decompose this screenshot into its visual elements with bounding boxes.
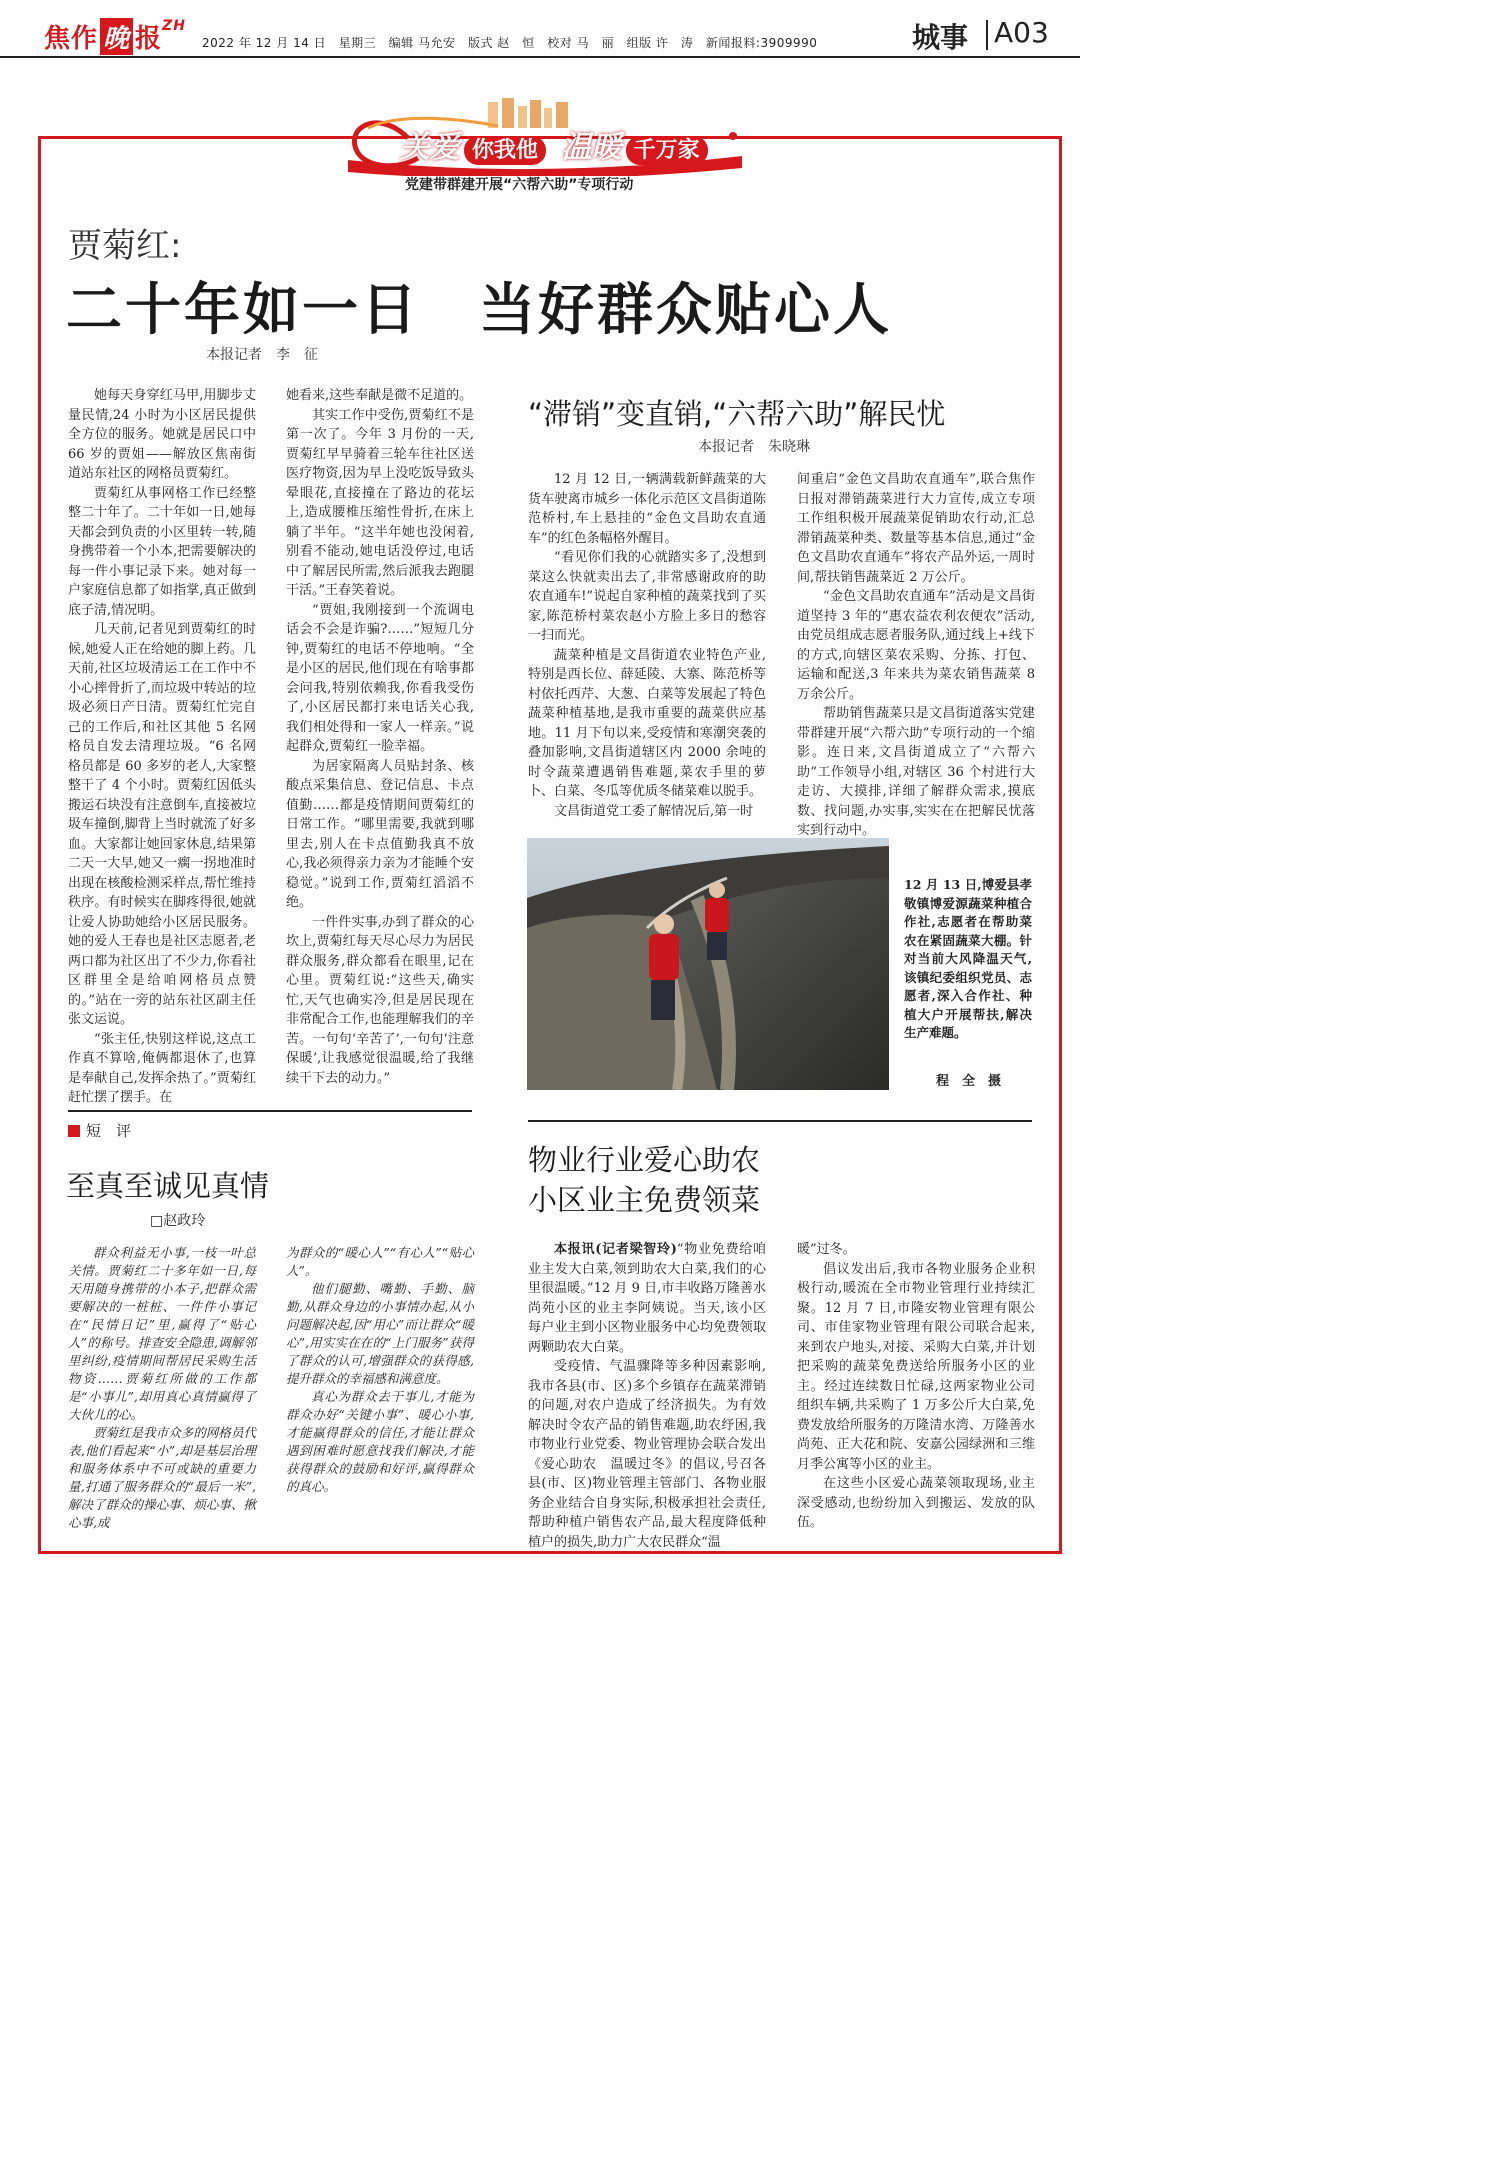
- paragraph: 她每天身穿红马甲,用脚步丈量民情,24 小时为小区居民提供全方位的服务。她就是居民口中 66 岁的贾姐——解放区焦南街道站东社区的网格员贾菊红。: [68, 388, 256, 481]
- paragraph: 帮助销售蔬菜只是文昌街道落实党建带群建开展“六帮六助”专项行动的一个缩影。连日来,文昌街道成立了“六帮六助”工作领导小组,对辖区 36 个村进行大走访、大摸排,详细了解群众需求,摸底数、找问题,办实事,实实在在把解民忧落实到行动中。: [797, 706, 1035, 838]
- greenhouse-volunteers-photo: [527, 838, 889, 1090]
- main-story-headline: 二十年如一日 当好群众贴心人: [66, 278, 892, 343]
- story-three-col1: [528, 1240, 766, 1552]
- paragraph: “贾姐,我刚接到一个流调电话会不会是诈骗?……”短短几分钟,贾菊红的电话不停地响。“全是小区的居民,他们现在有啥事都会问我,特别依赖我,你看我受伤了,小区居民都打来电话关心我,我们相处得和一家人一样亲。”说起群众,贾菊红一脸幸福。: [286, 602, 474, 754]
- photo-caption: 12 月 13 日,博爱县孝敬镇博爱源蔬菜种植合作社,志愿者在帮助菜农在紧固蔬菜大棚。针对当前大风降温天气,该镇纪委组织党员、志愿者,深入合作社、种植大户开展帮扶,解决生产难题。: [904, 877, 1032, 1040]
- comment-tag: [68, 1120, 131, 1141]
- paragraph: 暖”过冬。: [797, 1242, 856, 1257]
- header-divider: [986, 20, 988, 50]
- banner-word-care: 关爱: [400, 130, 460, 165]
- paragraph: 贾菊红是我市众多的网格员代表,他们看起来“小”,却是基层治理和服务体系中不可或缺的重要力量,打通了服务群众的“最后一米”,解决了群众的操心事、烦心事、揪心事,成: [68, 1425, 256, 1530]
- banner-word-warmth: 温暖: [561, 130, 622, 165]
- comment-tag-label: 短 评: [86, 1122, 132, 1140]
- tag-square-icon: [68, 1125, 80, 1137]
- paragraph-text: “物业免费给咱业主发大白菜,领到助农大白菜,我们的心里很温暖。”12 月 9 日,市丰收路万隆善水尚苑小区的业主李阿姨说。当天,该小区每户业主到小区物业服务中心均免费领取两颗助农大白菜。: [528, 1242, 766, 1355]
- paragraph: 间重启“金色文昌助农直通车”,联合焦作日报对滞销蔬菜进行大力宣传,成立专项工作组积极开展蔬菜促销助农行动,汇总滞销蔬菜种类、数量等基本信息,通过“金色文昌助农直通车”将农产品外运,一周时间,帮扶销售蔬菜近 2 万公斤。: [797, 472, 1035, 585]
- comment-col1: [68, 1244, 256, 1532]
- paragraph: 贾菊红从事网格工作已经整整二十年了。二十年如一日,她每天都会到负责的小区里转一转,随身携带着一个小本,把需要解决的每一件小事记录下来。她对每一户家庭信息都了如指掌,真正做到底子清,情况明。: [68, 485, 256, 618]
- paragraph: 其实工作中受伤,贾菊红不是第一次了。今年 3 月份的一天,贾菊红早早骑着三轮车往社区送医疗物资,因为早上没吃饭导致头晕眼花,直接撞在了路边的花坛上,造成腰椎压缩性骨折,在床上躺了半年。“这半年她也没闲着,别看不能动,她电话没停过,电话中了解居民所需,然后派我去跑腿干活。”王春笑着说。: [286, 407, 474, 598]
- paragraph: 蔬菜种植是文昌街道农业特色产业,特别是西长位、薛延陵、大寨、陈范桥等村依托西芹、大葱、白菜等发展起了特色蔬菜种植基地,是我市重要的蔬菜供应基地。11 月下旬以来,受疫情和寒潮突袭的叠加影响,文昌街道辖区内 2000 余吨的时令蔬菜遭遇销售难题,菜农手里的萝卜、白菜、冬瓜等优质冬储菜难以脱手。: [528, 647, 766, 799]
- story-two-byline: 本报记者 朱晓琳: [698, 439, 810, 455]
- story-lead: 本报讯(记者梁智玲): [554, 1242, 677, 1257]
- banner-word-you-me: 你我他: [464, 136, 546, 165]
- main-story-byline: 本报记者 李 征: [206, 347, 318, 363]
- story-three-col2: [797, 1240, 1035, 1533]
- paragraph: 她看来,这些奉献是微不足道的。: [286, 388, 473, 403]
- comment-col2: [286, 1244, 474, 1496]
- banner-word-families: 千万家: [626, 136, 708, 165]
- section-name: 城事: [912, 21, 969, 54]
- logo-text-mid: 晚: [100, 18, 133, 55]
- paragraph: 群众利益无小事,一枝一叶总关情。贾菊红二十多年如一日,每天用随身携带的小本子,把群众需要解决的一桩桩、一件件小事记在“民情日记”里,赢得了“贴心人”的称号。排查安全隐患,调解邻里纠纷,疫情期间帮居民采购生活物资……贾菊红所做的工作都是“小事儿”,却用真心真情赢得了大伙儿的心。: [68, 1245, 256, 1422]
- photo-credit: 程 全 摄: [936, 1074, 1002, 1089]
- paragraph: 真心为群众去干事儿,才能为群众办好“关键小事”、暖心小事,才能赢得群众的信任,才能让群众遇到困难时愿意找我们解决,才能获得群众的鼓励和好评,赢得群众的真心。: [286, 1389, 474, 1494]
- campaign-subtitle: 党建带群建开展“六帮六助”专项行动: [405, 177, 634, 193]
- masthead-rule: [0, 56, 1080, 58]
- comment-author: □赵政玲: [150, 1213, 206, 1229]
- headline-line: 小区业主免费领菜: [528, 1183, 761, 1217]
- story-two-headline: “滞销”变直销,“六帮六助”解民忧: [528, 397, 946, 431]
- comment-title: 至真至诚见真情: [66, 1169, 270, 1203]
- paragraph: 为群众的“暖心人”“有心人”“贴心人”。: [286, 1245, 474, 1278]
- campaign-banner-title: [400, 122, 708, 166]
- paragraph: 受疫情、气温骤降等多种因素影响,我市各县(市、区)多个乡镇存在蔬菜滞销的问题,对农户造成了经济损失。为有效解决时令农产品的销售难题,助农纾困,我市物业行业党委、物业管理协会联合发出《爱心助农 温暖过冬》的倡议,号召各县(市、区)物业管理主管部门、各物业服务企业结合自身实际,积极承担社会责任,帮助种植户销售农产品,最大程度降低种植户的损失,助力广大农民群众“温: [528, 1359, 766, 1550]
- newspaper-logo: [44, 18, 186, 55]
- paragraph: 他们腿勤、嘴勤、手勤、脑勤,从群众身边的小事情办起,从小问题解决起,因“用心”而让群众“暖心”,用实实在在的“上门服务”获得了群众的认可,增强群众的获得感,提升群众的幸福感和满意度。: [286, 1281, 474, 1386]
- section-rule: [68, 1110, 472, 1112]
- story-three-headline: [528, 1140, 760, 1220]
- paragraph: 在这些小区爱心蔬菜领取现场,业主深受感动,也纷纷加入到搬运、发放的队伍。: [797, 1476, 1035, 1530]
- page-number: A03: [994, 16, 1049, 49]
- story-two-col2: [797, 470, 1035, 841]
- paragraph: “看见你们我的心就踏实多了,没想到菜这么快就卖出去了,非常感谢政府的助农直通车!”说起自家种植的蔬菜找到了买家,陈范桥村菜农赵小方脸上多日的愁容一扫而光。: [528, 550, 766, 643]
- paragraph: 为居家隔离人员贴封条、核酸点采集信息、登记信息、卡点值勤……都是疫情期间贾菊红的日常工作。“哪里需要,我就到哪里去,别人在卡点值勤我真不放心,我必须得亲力亲为才能睡个安稳觉。”说到工作,贾菊红滔滔不绝。: [286, 758, 474, 910]
- paragraph: “金色文昌助农直通车”活动是文昌街道坚持 3 年的“惠农益农利农便农”活动,由党员组成志愿者服务队,通过线上+线下的方式,向辖区菜农采购、分拣、打包、运输和配送,3 年来共为菜农销售蔬菜 8 万余公斤。: [797, 589, 1035, 702]
- main-story-kicker: 贾菊红:: [68, 226, 182, 266]
- section-rule: [528, 1120, 1032, 1122]
- paragraph: “张主任,快别这样说,这点工作真不算啥,俺俩都退休了,也算是奉献自己,发挥余热了。”贾菊红赶忙摆了摆手。在: [68, 1031, 256, 1105]
- paragraph: 一件件实事,办到了群众的心坎上,贾菊红每天尽心尽力为居民群众服务,群众都看在眼里,记在心里。贾菊红说:“这些天,确实忙,天气也确实冷,但是居民现在非常配合工作,也能理解我们的辛苦。一句句‘辛苦了’,一句句‘注意保暖’,让我感觉很温暖,给了我继续干下去的动力。”: [286, 914, 474, 1086]
- paragraph: 文昌街道党工委了解情况后,第一时: [554, 803, 754, 819]
- issue-meta-line: 2022 年 12 月 14 日 星期三 编辑 马允安 版式 赵 恒 校对 马 丽 组版 许 涛 新闻报料:3909990: [202, 36, 818, 50]
- paragraph: 12 月 12 日,一辆满载新鲜蔬菜的大货车驶离市城乡一体化示范区文昌街道陈范桥村,车上悬挂的“金色文昌助农直通车”的红色条幅格外醒目。: [528, 472, 766, 546]
- logo-text-left: 焦作: [44, 24, 99, 54]
- logo-text-tail: ZH: [162, 18, 186, 34]
- paragraph: 几天前,记者见到贾菊红的时候,她爱人正在给她的脚上药。几天前,社区垃圾清运工在工作中不小心摔骨折了,而垃圾中转站的垃圾必须日产日清。贾菊红忙完自己的工作后,和社区其他 5 名网格员自发去清理垃圾。“6 名网格员都是 60 多岁的老人,大家整整干了 4 个小时。贾菊红因低头搬运石块没有注意倒车,直接被垃圾车撞倒,脚背上当时就流了好多血。大家都让她回家休息,结果第二天一大早,她又一瘸一拐地准时出现在核酸检测采样点,帮忙维持秩序。有时候实在脚疼得很,她就让爱人协助她给小区居民服务。她的爱人王春也是社区志愿者,老两口都为社区出了不少力,你看社区群里全是给咱网格员点赞的。”站在一旁的站东社区副主任张文运说。: [68, 622, 256, 1027]
- headline-line: 物业行业爱心助农: [528, 1143, 761, 1177]
- main-story-col1: [68, 386, 256, 1108]
- paragraph: 倡议发出后,我市各物业服务企业积极行动,暖流在全市物业管理行业持续汇聚。12 月 7 日,市隆安物业管理有限公司、市佳家物业管理有限公司联合起来,来到农户地头,对接、采购大白菜,并计划把采购的蔬菜免费送给所服务小区的业主。经过连续数日忙碌,这两家物业公司组织车辆,共采购了 1 万多公斤大白菜,免费发放给所服务的万隆清水湾、万隆善水尚苑、正大花和院、安嘉公园绿洲和三维月季公寓等小区的业主。: [797, 1261, 1035, 1472]
- paragraph: [528, 1240, 766, 1357]
- story-two-col1: [528, 470, 766, 821]
- main-story-col2: [286, 386, 474, 1088]
- logo-text-right: 报: [135, 24, 163, 54]
